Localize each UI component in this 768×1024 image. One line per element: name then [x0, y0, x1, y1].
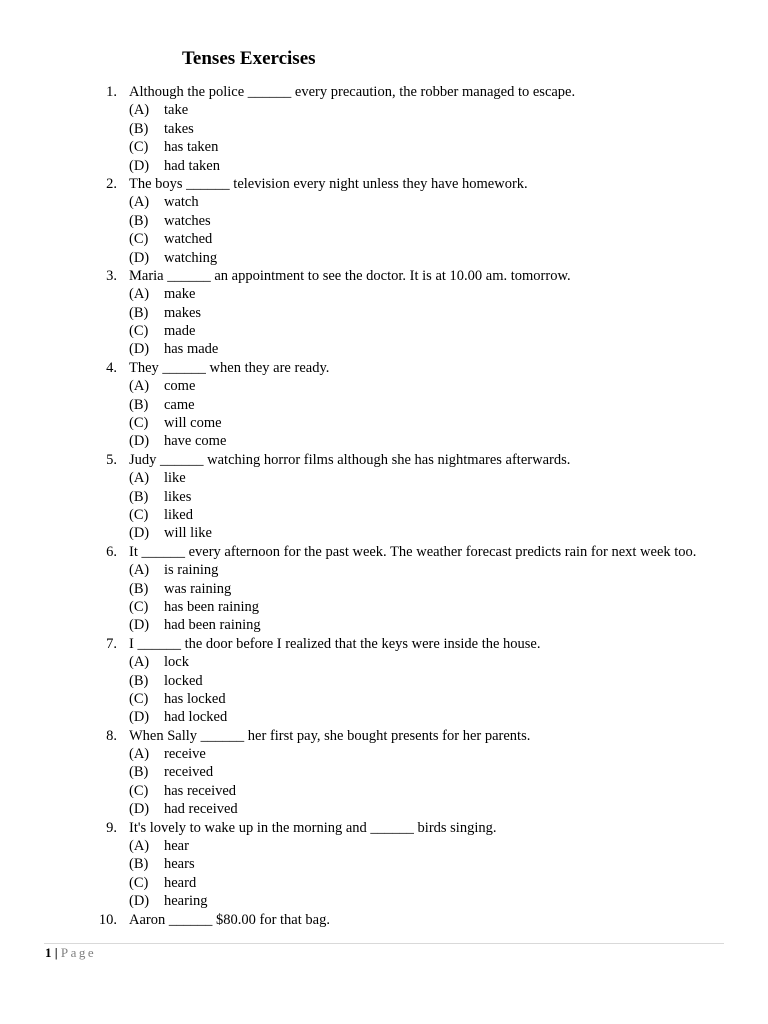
option-text: has been raining [164, 598, 260, 615]
answer-option [0, 616, 768, 634]
answer-option [0, 837, 768, 855]
answer-option [0, 414, 768, 432]
option-text: has locked [164, 690, 226, 707]
question-text: Although the police ______ every precaution, the robber managed to escape. [129, 84, 576, 100]
option-text: take [164, 102, 189, 119]
option-letter: (C) [129, 415, 149, 432]
answer-option [0, 745, 768, 763]
option-text: hears [164, 856, 195, 873]
option-letter: (C) [129, 598, 149, 615]
option-letter: (C) [129, 231, 149, 248]
answer-option [0, 855, 768, 873]
question-text: Maria ______ an appointment to see the doctor. It is at 10.00 am. tomorrow. [129, 267, 571, 284]
option-text: received [164, 764, 214, 781]
answer-option [0, 598, 768, 616]
option-letter: (B) [129, 488, 149, 505]
option-text: come [164, 378, 196, 395]
answer-option [0, 874, 768, 892]
option-letter: (A) [129, 838, 150, 855]
option-letter: (A) [129, 286, 150, 303]
question-item [0, 635, 768, 653]
question-text: The boys ______ television every night unless they have homework. [129, 175, 528, 192]
option-letter: (D) [129, 617, 150, 634]
option-letter: (B) [129, 120, 149, 137]
question-text: They ______ when they are ready. [129, 359, 330, 376]
option-text: likes [164, 488, 192, 505]
page-number: 1 [45, 945, 52, 960]
option-text: has taken [164, 139, 219, 156]
option-letter: (C) [129, 323, 149, 340]
answer-option [0, 285, 768, 303]
question-item [0, 543, 768, 561]
question-list [0, 83, 768, 929]
question-text: I ______ the door before I realized that the keys were inside the house. [129, 635, 541, 652]
answer-option [0, 396, 768, 414]
option-text: liked [164, 506, 193, 523]
option-letter: (A) [129, 654, 150, 671]
option-letter: (C) [129, 782, 149, 799]
answer-option [0, 101, 768, 119]
question-item [0, 727, 768, 745]
answer-option [0, 212, 768, 230]
option-letter: (D) [129, 709, 150, 726]
option-text: makes [164, 304, 202, 321]
answer-option [0, 230, 768, 248]
answer-option [0, 469, 768, 487]
option-text: is raining [164, 562, 219, 579]
question-number: 5. [106, 451, 117, 468]
option-text: had been raining [164, 617, 261, 634]
option-letter: (B) [129, 212, 149, 229]
answer-option [0, 524, 768, 542]
option-text: hear [164, 838, 189, 855]
option-letter: (A) [129, 470, 150, 487]
option-letter: (B) [129, 304, 149, 321]
answer-option [0, 432, 768, 450]
option-letter: (C) [129, 139, 149, 156]
option-letter: (C) [129, 506, 149, 523]
question-item [0, 819, 768, 837]
answer-option [0, 892, 768, 910]
answer-option [0, 782, 768, 800]
option-text: will come [164, 415, 222, 432]
page-label: Page [60, 945, 97, 960]
option-letter: (D) [129, 433, 150, 450]
option-text: will like [164, 525, 212, 542]
option-letter: (A) [129, 378, 150, 395]
option-letter: (A) [129, 194, 150, 211]
option-letter: (A) [129, 562, 150, 579]
answer-option [0, 304, 768, 322]
question-text: Judy ______ watching horror films although she has nightmares afterwards. [129, 451, 571, 468]
footer-divider [44, 943, 724, 944]
question-text: When Sally ______ her first pay, she bought presents for her parents. [129, 727, 531, 744]
answer-option [0, 249, 768, 267]
footer-separator: | [54, 945, 58, 960]
question-number: 2. [106, 175, 117, 192]
option-text: hearing [164, 893, 208, 910]
option-text: had locked [164, 709, 228, 726]
question-number: 4. [106, 359, 117, 376]
question-number: 7. [106, 635, 117, 652]
option-letter: (D) [129, 249, 150, 266]
option-text: watching [164, 249, 218, 266]
answer-option [0, 708, 768, 726]
question-number: 1. [106, 84, 117, 100]
option-text: watched [164, 231, 213, 248]
question-item [0, 267, 768, 285]
answer-option [0, 488, 768, 506]
page-footer [45, 945, 96, 961]
option-text: has received [164, 782, 237, 799]
question-number: 3. [106, 267, 117, 284]
question-text: It's lovely to wake up in the morning and ______ birds singing. [129, 819, 497, 836]
option-letter: (A) [129, 102, 150, 119]
option-letter: (D) [129, 801, 150, 818]
option-text: came [164, 396, 195, 413]
question-number: 6. [106, 543, 117, 560]
answer-option [0, 561, 768, 579]
option-letter: (C) [129, 690, 149, 707]
answer-option [0, 580, 768, 598]
question-number: 8. [106, 727, 117, 744]
option-text: had received [164, 801, 238, 818]
option-letter: (C) [129, 874, 149, 891]
question-item [0, 911, 768, 929]
option-text: was raining [164, 580, 232, 597]
option-text: locked [164, 672, 203, 689]
option-text: like [164, 470, 186, 487]
option-text: had taken [164, 157, 220, 174]
question-item [0, 83, 768, 101]
answer-option [0, 157, 768, 175]
answer-option [0, 138, 768, 156]
answer-option [0, 377, 768, 395]
answer-option [0, 120, 768, 138]
option-letter: (D) [129, 893, 150, 910]
option-text: has made [164, 341, 219, 358]
answer-option [0, 340, 768, 358]
option-text: receive [164, 746, 206, 763]
option-letter: (B) [129, 396, 149, 413]
option-letter: (B) [129, 764, 149, 781]
option-letter: (B) [129, 856, 149, 873]
option-letter: (D) [129, 341, 150, 358]
option-text: make [164, 286, 196, 303]
option-text: takes [164, 120, 194, 137]
answer-option [0, 653, 768, 671]
option-text: have come [164, 433, 227, 450]
question-number: 10. [98, 911, 117, 928]
answer-option [0, 506, 768, 524]
option-text: watch [164, 194, 199, 211]
answer-option [0, 672, 768, 690]
option-letter: (A) [129, 746, 150, 763]
option-text: made [164, 323, 196, 340]
question-number: 9. [106, 819, 117, 836]
page-title: Tenses Exercises [182, 48, 316, 69]
option-text: watches [164, 212, 211, 229]
answer-option [0, 800, 768, 818]
answer-option [0, 690, 768, 708]
option-text: heard [164, 874, 197, 891]
question-text: It ______ every afternoon for the past week. The weather forecast predicts rain for next week too. [129, 543, 697, 560]
option-letter: (D) [129, 525, 150, 542]
question-text: Aaron ______ $80.00 for that bag. [129, 911, 330, 928]
option-text: lock [164, 654, 189, 671]
question-item [0, 451, 768, 469]
answer-option [0, 763, 768, 781]
question-item [0, 359, 768, 377]
answer-option [0, 322, 768, 340]
option-letter: (B) [129, 672, 149, 689]
option-letter: (D) [129, 157, 150, 174]
option-letter: (B) [129, 580, 149, 597]
question-item [0, 175, 768, 193]
answer-option [0, 193, 768, 211]
